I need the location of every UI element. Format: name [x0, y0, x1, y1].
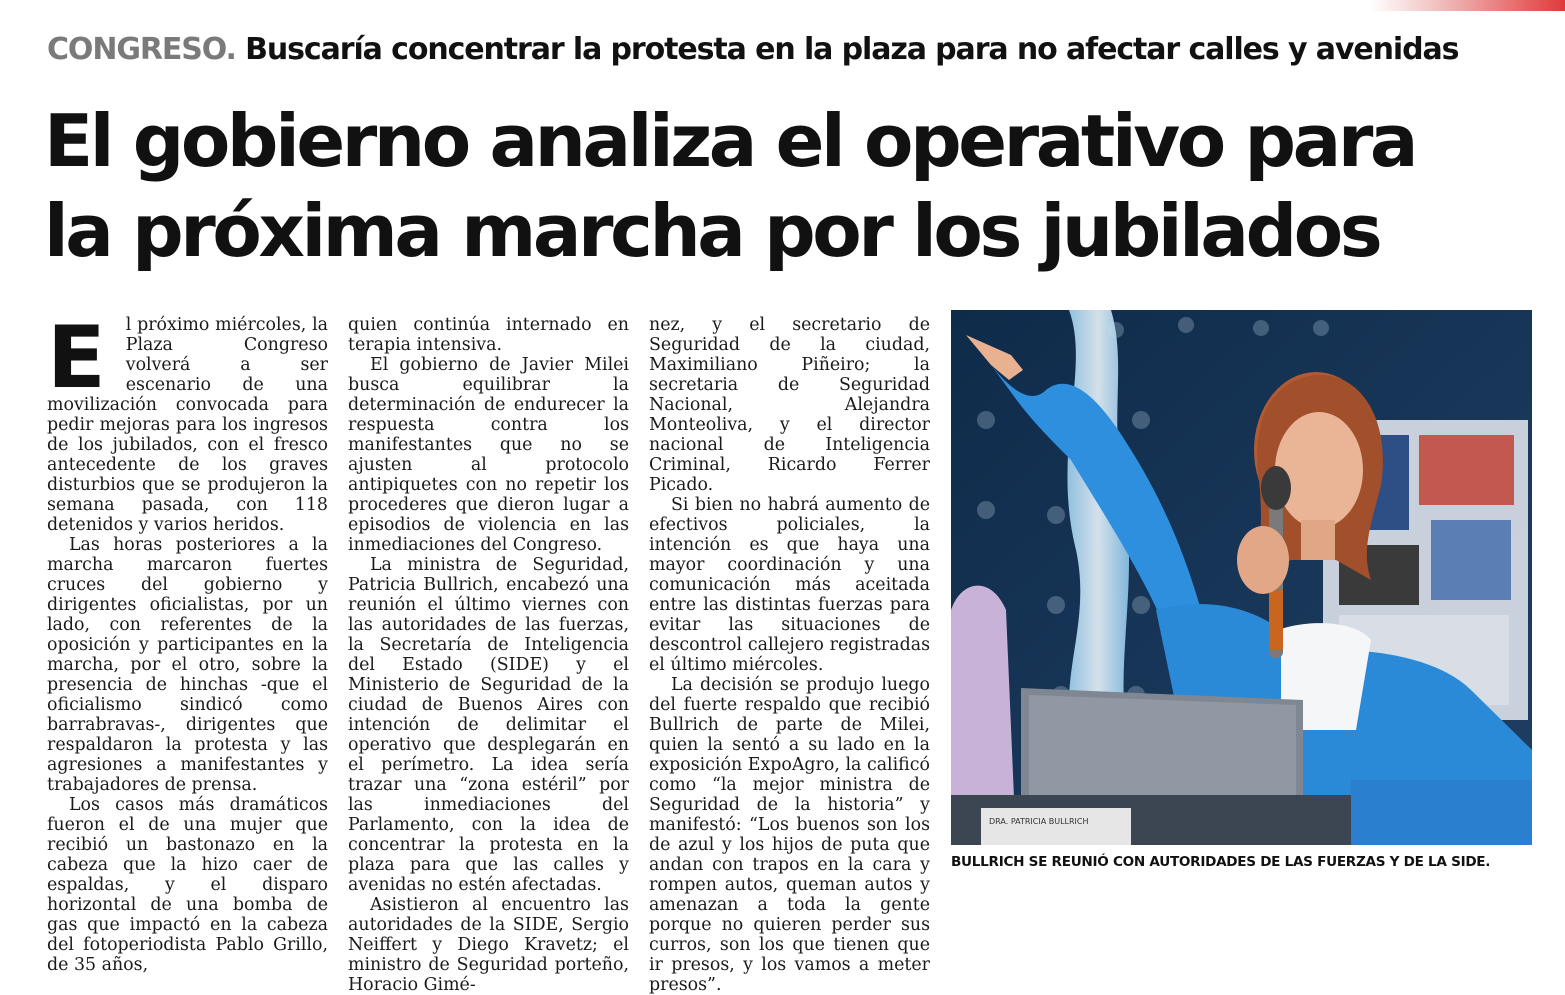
paragraph-3: Los casos más dramáticos fueron el de una mujer que recibió un bastonazo en la cabeza que la hizo caer de espaldas, y el disparo horizontal de una bomba de gas que impactó en la cabeza del fotoperiodista Pablo Grillo, de 35 años, — [47, 795, 328, 975]
paragraph-8: nez, y el secretario de Seguridad de la ciudad, Maximiliano Piñeiro; la secretaria de Seguridad Nacional, Alejandra Monteoliva, y el director nacional de Inteligencia Criminal, Ricardo Ferrer Picado. — [649, 315, 930, 495]
headline — [44, 96, 1554, 276]
section-label: CONGRESO. — [47, 32, 236, 67]
article-column-3 — [649, 315, 930, 995]
paragraph-5: El gobierno de Javier Milei busca equilibrar la determinación de endurecer la respuesta contra los manifestantes que no se ajusten al protocolo antipiquetes con no repetir los procederes que dieron lugar a episodios de violencia en las inmediaciones del Congreso. — [348, 355, 629, 555]
photo-caption: BULLRICH SE REUNIÓ CON AUTORIDADES DE LAS FUERZAS Y DE LA SIDE. — [951, 854, 1491, 870]
paragraph-9: Si bien no habrá aumento de efectivos policiales, la intención es que haya una mayor coordinación y una comunicación más aceitada entre las distintas fuerzas para evitar las situaciones de descontrol callejero registradas el último miércoles. — [649, 495, 930, 675]
article-column-2 — [348, 315, 629, 995]
article-column-1 — [47, 308, 328, 975]
paragraph-1-text: l próximo miércoles, la Plaza Congreso volverá a ser escenario de una movilización convocada para pedir mejoras para los ingresos de los jubilados, con el fresco antecedente de los graves disturbios que se produjeron la semana pasada, con 118 detenidos y varios heridos. — [47, 315, 328, 535]
drop-cap: E — [47, 308, 106, 408]
paragraph-6: La ministra de Seguridad, Patricia Bullrich, encabezó una reunión el último viernes con las autoridades de las fuerzas, la Secretaría de Inteligencia del Estado (SIDE) y el Ministerio de Seguridad de la ciudad de Buenos Aires con intención de delimitar el operativo que desplegarán en el perímetro. La idea sería trazar una “zona estéril” por las inmediaciones del Parlamento, con la idea de concentrar la protesta en la plaza para que las calles y avenidas no estén afectadas. — [348, 555, 629, 895]
headline-line-1: El gobierno analiza el operativo para — [44, 99, 1416, 183]
news-photo — [951, 310, 1532, 845]
photo-illustration — [951, 310, 1532, 845]
paragraph-4: quien continúa internado en terapia intensiva. — [348, 315, 629, 355]
paragraph-2: Las horas posteriores a la marcha marcaron fuertes cruces del gobierno y dirigentes oficialistas, por un lado, con referentes de la oposición y participantes en la marcha, por el otro, sobre la presencia de hinchas -que el oficialismo sindicó como barrabravas-, dirigentes que respaldaron la protesta y las agresiones a manifestantes y trabajadores de prensa. — [47, 535, 328, 795]
nameplate-text: DRA. PATRICIA BULLRICH — [989, 817, 1089, 826]
kicker-line — [47, 28, 1547, 72]
headline-line-2: la próxima marcha por los jubilados — [44, 189, 1380, 273]
paragraph-1 — [47, 308, 328, 535]
paragraph-7: Asistieron al encuentro las autoridades de la SIDE, Sergio Neiffert y Diego Kravetz; el ministro de Seguridad porteño, Horacio Gimé- — [348, 895, 629, 995]
kicker-subtitle: Buscaría concentrar la protesta en la plaza para no afectar calles y avenidas — [245, 32, 1459, 67]
corner-red-mark — [1370, 0, 1565, 11]
paragraph-10: La decisión se produjo luego del fuerte respaldo que recibió Bullrich de parte de Milei, quien la sentó a su lado en la exposición ExpoAgro, la calificó como “la mejor ministra de Seguridad de la historia” y manifestó: “Los buenos son los de azul y los hijos de puta que andan con trapos en la cara y rompen autos, queman autos y amenazan a toda la gente porque no quieren perder sus curros, son los que tienen que ir presos, y los vamos a meter presos”. — [649, 675, 930, 995]
